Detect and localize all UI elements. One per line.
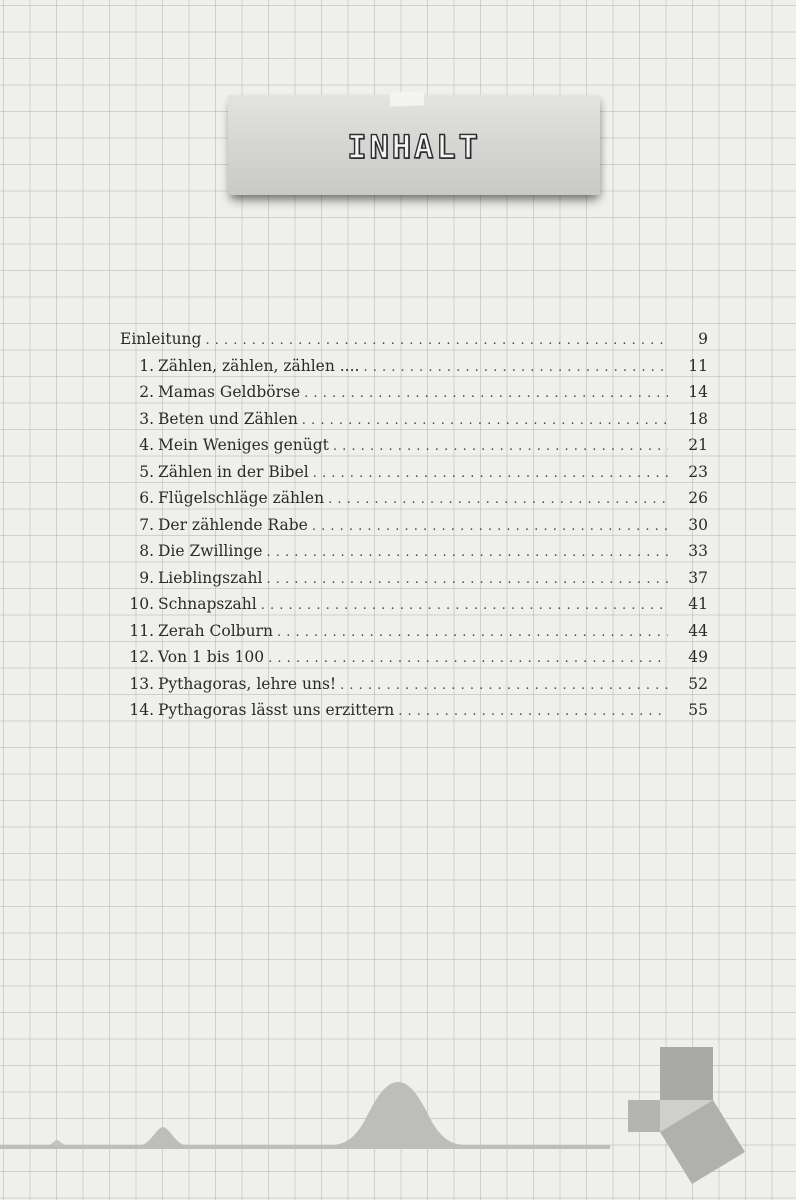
toc-label: Lieblingszahl <box>158 568 263 587</box>
toc-page: 23 <box>688 462 708 481</box>
toc-number: 10. <box>129 595 154 613</box>
toc-number: 4. <box>139 436 154 454</box>
toc-label: Die Zwillinge <box>158 542 263 560</box>
toc-number: 2. <box>139 383 154 401</box>
toc-number: 3. <box>139 409 154 428</box>
toc-page: 26 <box>688 489 708 507</box>
toc-page: 52 <box>688 674 708 693</box>
toc-label: Pythagoras lässt uns erzittern <box>158 701 395 719</box>
toc-label: Mamas Geldbörse <box>158 383 301 401</box>
toc-page: 14 <box>688 383 708 401</box>
toc-page: 11 <box>688 356 708 375</box>
toc-page: 41 <box>688 595 708 613</box>
toc-page: 55 <box>688 701 708 719</box>
toc-label: Zählen in der Bibel <box>158 462 309 481</box>
toc-number: 14. <box>129 701 154 719</box>
toc-page: 44 <box>688 621 708 640</box>
toc-label: Mein Weniges genügt <box>158 436 329 454</box>
toc-number: 11. <box>129 621 154 640</box>
toc-label: Beten und Zählen <box>158 409 298 428</box>
toc-page: 49 <box>688 648 708 666</box>
toc-number: 5. <box>139 462 154 481</box>
toc-label: Zählen, zählen, zählen .... <box>158 356 360 375</box>
page-title: INHALT <box>347 128 481 166</box>
bell-curve-graphic <box>0 1082 610 1149</box>
toc-number: 7. <box>139 515 154 534</box>
toc-label: Zerah Colburn <box>158 621 273 640</box>
toc-page: 18 <box>688 409 708 428</box>
toc-label: Pythagoras, lehre uns! <box>158 674 337 693</box>
toc-page: 9 <box>698 330 708 348</box>
toc-number: 8. <box>139 542 154 560</box>
toc-page: 30 <box>688 515 708 534</box>
toc-page: 21 <box>688 436 708 454</box>
pythagoras-squares-graphic <box>628 1047 745 1184</box>
toc-number: 12. <box>129 648 154 666</box>
toc-number: 9. <box>139 568 154 587</box>
toc-number: 13. <box>129 674 154 693</box>
toc-number: 1. <box>139 356 154 375</box>
toc-label: Flügelschläge zählen <box>158 489 325 507</box>
toc-page: 37 <box>688 568 708 587</box>
toc-label: Schnapszahl <box>158 595 257 613</box>
toc-label: Von 1 bis 100 <box>158 648 265 666</box>
toc-number: 6. <box>139 489 154 507</box>
toc-label: Der zählende Rabe <box>158 515 308 534</box>
toc-label: Einleitung <box>120 330 202 348</box>
toc-page: 33 <box>688 542 708 560</box>
